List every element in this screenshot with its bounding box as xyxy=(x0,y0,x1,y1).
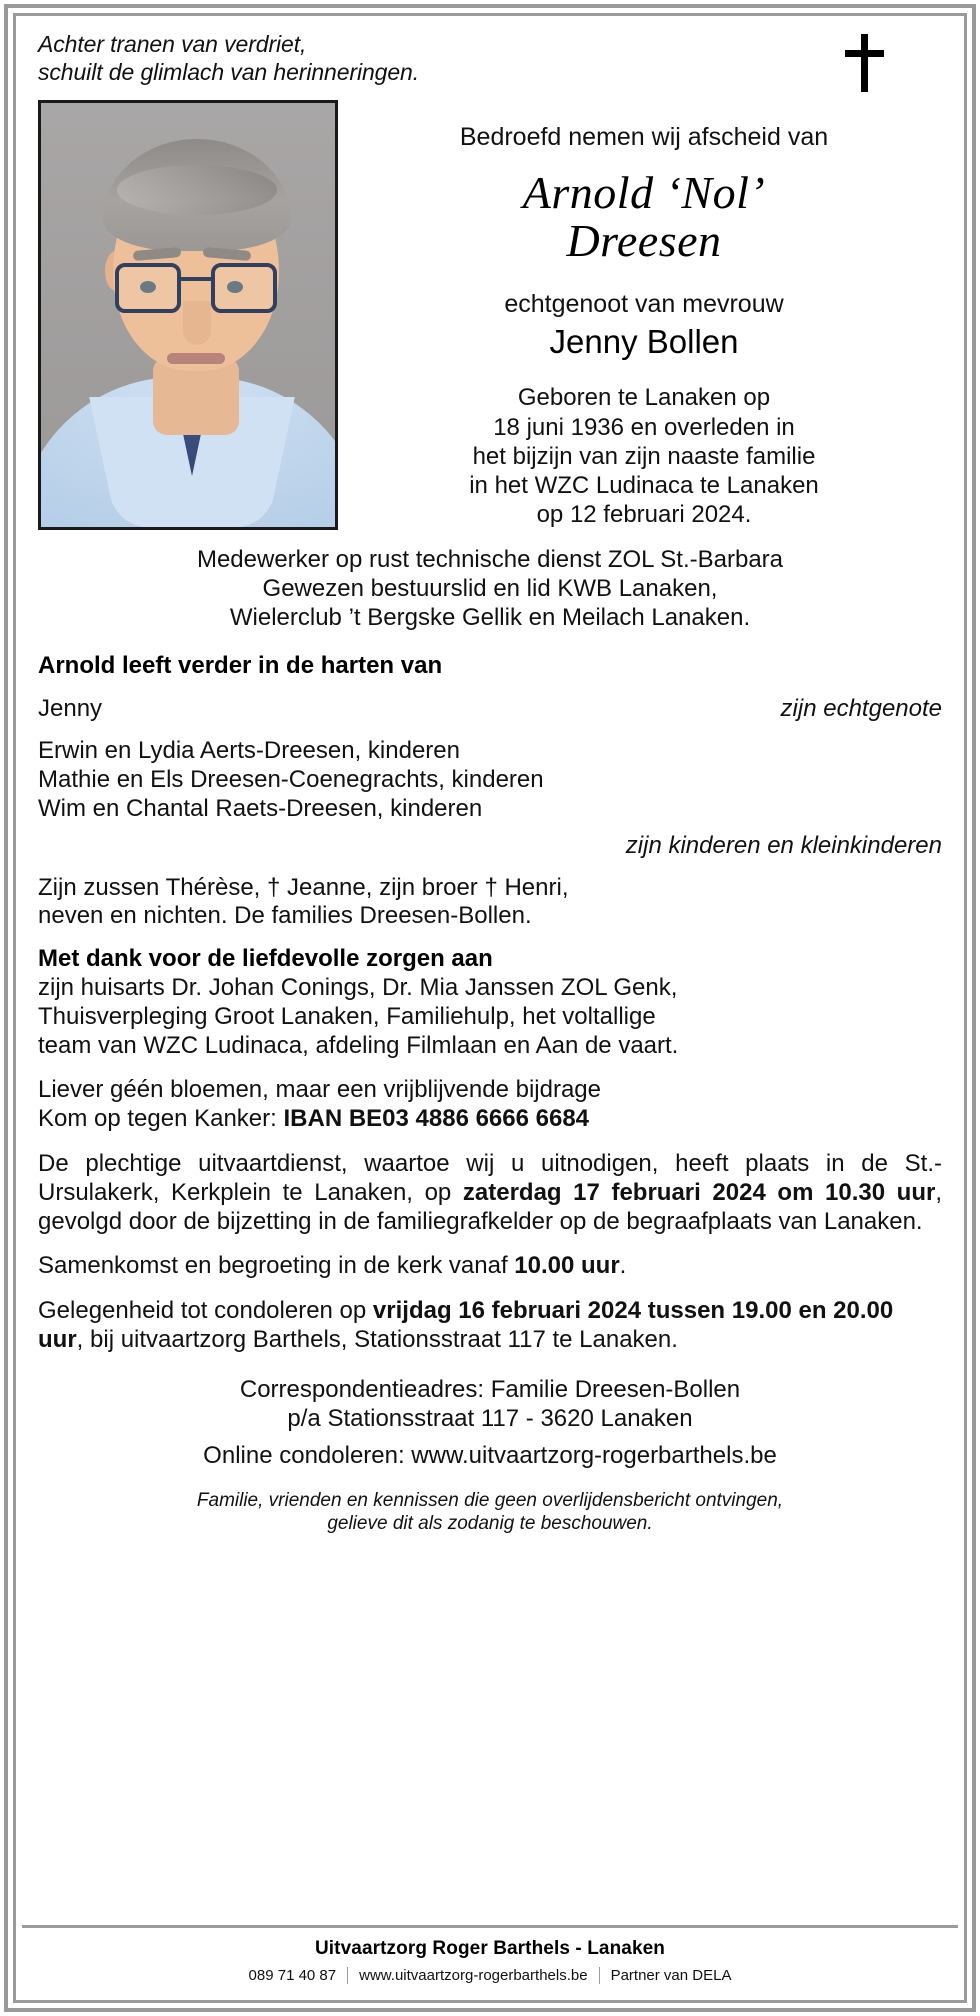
condolence-datetime: vrijdag 16 februari 2024 tussen 19.00 en 20.00 uur xyxy=(38,1297,894,1353)
address-line-2: p/a Stationsstraat 117 - 3620 Lanaken xyxy=(287,1405,693,1432)
glasses-lens-right xyxy=(211,263,277,313)
birth-death-line-2: 18 juni 1936 en overleden in xyxy=(493,413,795,441)
spouse-name: Jenny Bollen xyxy=(549,322,739,360)
career-memberships xyxy=(38,546,942,632)
glasses-lens-left xyxy=(115,263,181,313)
list-item: Mathie en Els Dreesen-Coenegrachts, kinderen xyxy=(38,765,544,793)
children-relation-note: zijn kinderen en kleinkinderen xyxy=(625,831,942,859)
funeral-home-footer xyxy=(16,1915,964,2000)
cross-horizontal-bar xyxy=(845,50,884,57)
funeral-home-website[interactable]: www.uitvaartzorg-rogerbarthels.be xyxy=(359,1967,588,1984)
thanks-line-2: Thuisverpleging Groot Lanaken, Familiehulp, het voltallige xyxy=(38,1002,656,1030)
funeral-home-name: Uitvaartzorg Roger Barthels - Lanaken xyxy=(314,1938,665,1959)
birth-death-line-1: Geboren te Lanaken op xyxy=(517,384,771,412)
gathering-text-after: . xyxy=(619,1252,627,1280)
funeral-home-contact xyxy=(16,1967,964,1984)
farewell-lead: Bedroefd nemen wij afscheid van xyxy=(459,123,829,151)
survivors-heading: Arnold leeft verder in de harten van xyxy=(38,652,443,680)
service-section xyxy=(38,1150,942,1281)
gathering-paragraph xyxy=(38,1252,942,1281)
siblings-line-1: Zijn zussen Thérèse, † Jeanne, zijn broer † Henri, xyxy=(38,873,569,901)
address-line-1: Correspondentieadres: Familie Dreesen-Bollen xyxy=(239,1375,741,1403)
portrait-and-identity xyxy=(38,100,942,530)
footer-separator-1 xyxy=(347,1967,348,1984)
donation-line-2 xyxy=(38,1105,942,1134)
poem-and-cross-row xyxy=(38,30,942,92)
career-line-1: Medewerker op rust technische dienst ZOL St.-Barbara xyxy=(196,546,784,573)
spouse-row xyxy=(38,695,942,723)
thanks-line-3: team van WZC Ludinaca, afdeling Filmlaan en Aan de vaart. xyxy=(38,1031,679,1059)
condolence-text-before: Gelegenheid tot condoleren op xyxy=(38,1297,373,1325)
notice-line-2: gelieve dit als zodanig te beschouwen. xyxy=(327,1513,653,1535)
funeral-home-partner: Partner van DELA xyxy=(610,1967,732,1984)
portrait-mouth xyxy=(167,353,225,364)
spouse-row-relation: zijn echtgenote xyxy=(780,695,942,723)
footer-separator-2 xyxy=(599,1967,600,1984)
survivors-section xyxy=(38,652,942,931)
donation-section xyxy=(38,1076,942,1134)
birth-death-line-4: in het WZC Ludinaca te Lanaken xyxy=(469,472,819,500)
spouse-lead: echtgenoot van mevrouw xyxy=(504,289,784,318)
service-paragraph xyxy=(38,1150,942,1236)
gathering-time: 10.00 uur xyxy=(514,1252,620,1280)
cross-container xyxy=(804,30,942,92)
card-content xyxy=(16,16,964,2000)
spouse-row-name: Jenny xyxy=(38,695,103,723)
donation-charity-label: Kom op tegen Kanker: xyxy=(38,1105,284,1133)
condolence-paragraph xyxy=(38,1297,942,1355)
portrait-photo xyxy=(38,100,338,530)
condolence-section xyxy=(38,1297,942,1355)
identity-block xyxy=(338,100,942,530)
siblings-block xyxy=(38,874,942,932)
poem-line-2: schuilt de glimlach van herinneringen. xyxy=(38,59,420,86)
general-notice xyxy=(38,1489,942,1537)
service-datetime: zaterdag 17 februari 2024 om 10.30 uur xyxy=(462,1178,936,1206)
birth-death-line-3: het bijzijn van zijn naaste familie xyxy=(472,442,816,470)
list-item: Erwin en Lydia Aerts-Dreesen, kinderen xyxy=(38,737,460,765)
deceased-name-line-2: Dreesen xyxy=(566,214,722,266)
gathering-text-before: Samenkomst en begroeting in de kerk vanaf xyxy=(38,1252,515,1280)
funeral-home-phone[interactable]: 089 71 40 87 xyxy=(248,1967,337,1984)
online-condolence-link[interactable]: Online condoleren: www.uitvaartzorg-rogerbarthels.be xyxy=(203,1442,777,1470)
thanks-body xyxy=(38,974,942,1060)
footer-divider xyxy=(22,1925,958,1928)
career-line-3: Wielerclub ’t Bergske Gellik en Meilach Lanaken. xyxy=(229,603,751,631)
memorial-poem xyxy=(38,30,419,86)
siblings-line-2: neven en nichten. De families Dreesen-Bollen. xyxy=(38,902,532,930)
thanks-heading: Met dank voor de liefdevolle zorgen aan xyxy=(38,945,493,973)
donation-iban: IBAN BE03 4886 6666 6684 xyxy=(283,1105,590,1133)
condolence-text-after: , bij uitvaartzorg Barthels, Stationsstraat 117 te Lanaken. xyxy=(76,1325,678,1353)
glasses-bridge xyxy=(181,277,211,281)
thanks-section xyxy=(38,945,942,1060)
thanks-line-1: zijn huisarts Dr. Johan Conings, Dr. Mia Janssen ZOL Genk, xyxy=(38,973,678,1001)
deceased-name-line-1: Arnold ‘Nol’ xyxy=(522,167,766,218)
notice-line-1: Familie, vrienden en kennissen die geen overlijdensbericht ontvingen, xyxy=(196,1489,784,1511)
deceased-name xyxy=(352,169,936,265)
cross-vertical-bar xyxy=(861,34,868,92)
poem-line-1: Achter tranen van verdriet, xyxy=(38,31,307,57)
donation-line-1: Liever géén bloemen, maar een vrijblijvende bijdrage xyxy=(38,1076,602,1104)
children-list xyxy=(38,737,942,823)
list-item: Wim en Chantal Raets-Dreesen, kinderen xyxy=(38,794,483,822)
service-text-before: De plechtige uitvaartdienst, waartoe wij u uitnodigen, heeft plaats in de St.-Ursulakerk, Kerkplein te Lanaken, op xyxy=(38,1149,942,1206)
career-line-2: Gewezen bestuurslid en lid KWB Lanaken, xyxy=(262,574,718,602)
birth-death-details xyxy=(352,383,936,529)
correspondence-address xyxy=(38,1375,942,1471)
service-text-after: , gevolgd door de bijzetting in de familiegrafkelder op de begraafplaats van Lanaken. xyxy=(38,1178,942,1235)
portrait-nose xyxy=(183,301,211,345)
latin-cross-icon xyxy=(842,34,886,92)
birth-death-line-5: op 12 februari 2024. xyxy=(536,501,752,529)
